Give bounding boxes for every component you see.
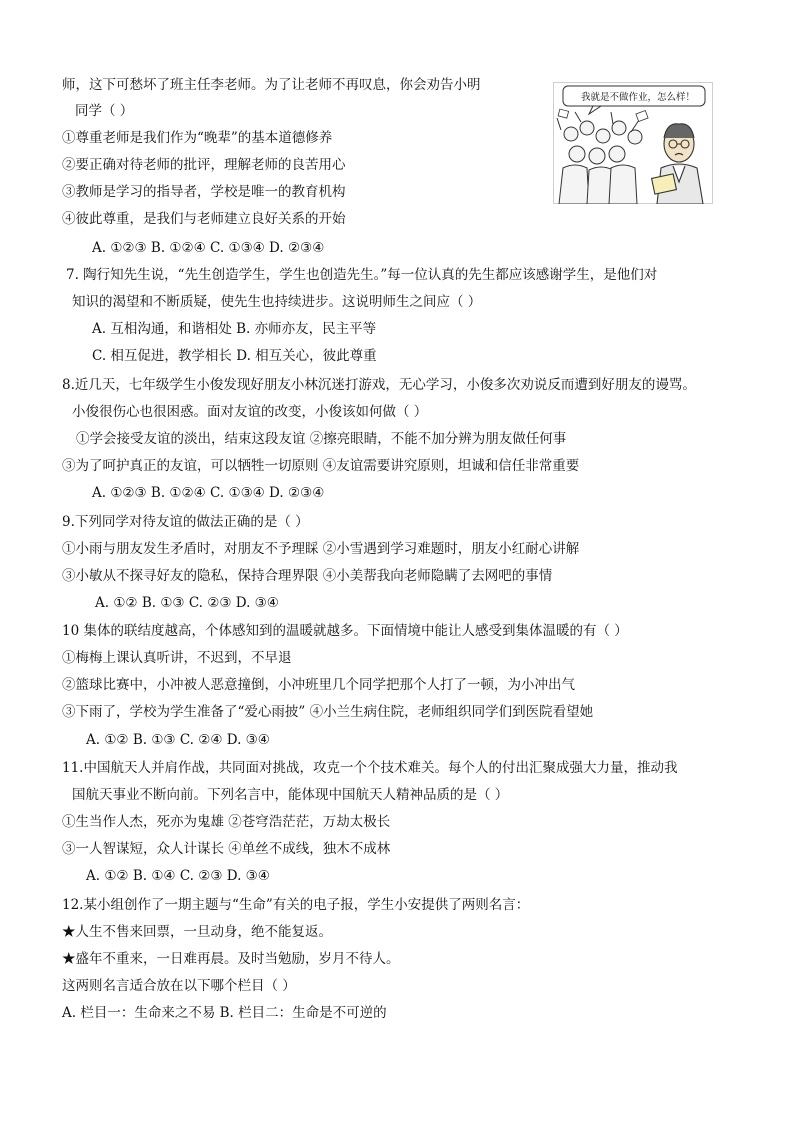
q10-statement-1: ①梅梅上课认真听讲，不迟到，不早退 — [62, 650, 292, 666]
q7-options-row-1: A. 互相沟通，和谐相处 B. 亦师亦友，民主平等 — [92, 321, 377, 337]
q9-statements-row-1: ①小雨与朋友发生矛盾时，对朋友不予理睬 ②小雪遇到学习难题时，朋友小红耐心讲解 — [62, 541, 580, 557]
q11-statements-row-1: ①生当作人杰，死亦为鬼雄 ②苍穹浩茫茫，万劫太极长 — [62, 814, 391, 830]
q6-statement-4: ④彼此尊重，是我们与老师建立良好关系的开始 — [62, 211, 346, 227]
q8-statements-row-2: ③为了呵护真正的友谊，可以牺牲一切原则 ④友谊需要讲究原则，坦诚和信任非常重要 — [62, 458, 580, 474]
q9-statements-row-2: ③小敏从不探寻好友的隐私，保持合理界限 ④小美帮我向老师隐瞒了去网吧的事情 — [62, 568, 553, 584]
q6-options: A. ①②③ B. ①②④ C. ①③④ D. ②③④ — [92, 240, 325, 256]
q12-quote-2: ★盛年不重来，一日难再晨。及时当勉励，岁月不待人。 — [62, 951, 400, 967]
q11-statements-row-2: ③一人智谋短，众人计谋长 ④单丝不成线，独木不成林 — [62, 841, 391, 857]
q8-stem-line-1: 8.近几天，七年级学生小俊发现好朋友小林沉迷打游戏，无心学习，小俊多次劝说反而遭到好朋友的谩骂。 — [62, 377, 696, 393]
q11-stem-line-1: 11.中国航天人并肩作战，共同面对挑战，攻克一个个技术难关。每个人的付出汇聚成强大力量，推动我 — [62, 760, 678, 776]
q10-statement-2: ②篮球比赛中，小冲被人恶意撞倒，小冲班里几个同学把那个人打了一顿，为小冲出气 — [62, 677, 575, 693]
q10-statements-3-4: ③下雨了，学校为学生准备了“爱心雨披” ④小兰生病住院，老师组织同学们到医院看望她 — [62, 704, 594, 720]
q7-options-row-2: C. 相互促进，教学相长 D. 相互关心，彼此尊重 — [92, 348, 377, 364]
q12-question: 这两则名言适合放在以下哪个栏目（ ） — [62, 978, 296, 994]
cartoon-speech-text: 我就是不做作业，怎么样！ — [580, 92, 695, 103]
q6-stem-line-2: 同学（ ） — [75, 103, 134, 119]
q9-stem: 9.下列同学对待友谊的做法正确的是（ ） — [62, 514, 309, 530]
q11-stem-line-2: 国航天事业不断向前。下列名言中，能体现中国航天人精神品质的是（ ） — [72, 787, 509, 803]
q12-options: A. 栏目一：生命来之不易 B. 栏目二：生命是不可逆的 — [62, 1005, 387, 1021]
q6-statement-3: ③教师是学习的指导者，学校是唯一的教育机构 — [62, 184, 346, 200]
q8-options: A. ①②③ B. ①②④ C. ①③④ D. ②③④ — [92, 485, 325, 501]
q12-stem: 12.某小组创作了一期主题与“生命”有关的电子报，学生小安提供了两则名言： — [62, 897, 530, 913]
q8-stem-line-2: 小俊很伤心也很困惑。面对友谊的改变，小俊该如何做（ ） — [72, 404, 428, 420]
q8-statements-row-1: ①学会接受友谊的淡出，结束这段友谊 ②擦亮眼睛，不能不加分辨为朋友做任何事 — [76, 431, 567, 447]
q7-stem-line-2: 知识的渴望和不断质疑，使先生也持续进步。这说明师生之间应（ ） — [72, 294, 482, 310]
q6-stem-line-1: 师，这下可愁坏了班主任李老师。为了让老师不再叹息，你会劝告小明 — [62, 77, 481, 93]
q12-quote-1: ★人生不售来回票，一旦动身，绝不能复返。 — [62, 924, 332, 940]
q11-options: A. ①② B. ①④ C. ②③ D. ③④ — [86, 868, 270, 884]
q10-options: A. ①② B. ①③ C. ②④ D. ③④ — [86, 732, 270, 748]
q6-statement-2: ②要正确对待老师的批评，理解老师的良苦用心 — [62, 157, 346, 173]
q9-options: A. ①② B. ①③ C. ②③ D. ③④ — [95, 595, 279, 611]
q10-stem: 10 集体的联结度越高，个体感知到的温暖就越多。下面情境中能让人感受到集体温暖的有（ ） — [62, 623, 628, 639]
q6-statement-1: ①尊重老师是我们作为“晚辈”的基本道德修养 — [62, 130, 333, 146]
q7-stem-line-1: 7. 陶行知先生说，“先生创造学生，学生也创造先生。”每一位认真的先生都应该感谢学生，是他们对 — [66, 267, 658, 283]
